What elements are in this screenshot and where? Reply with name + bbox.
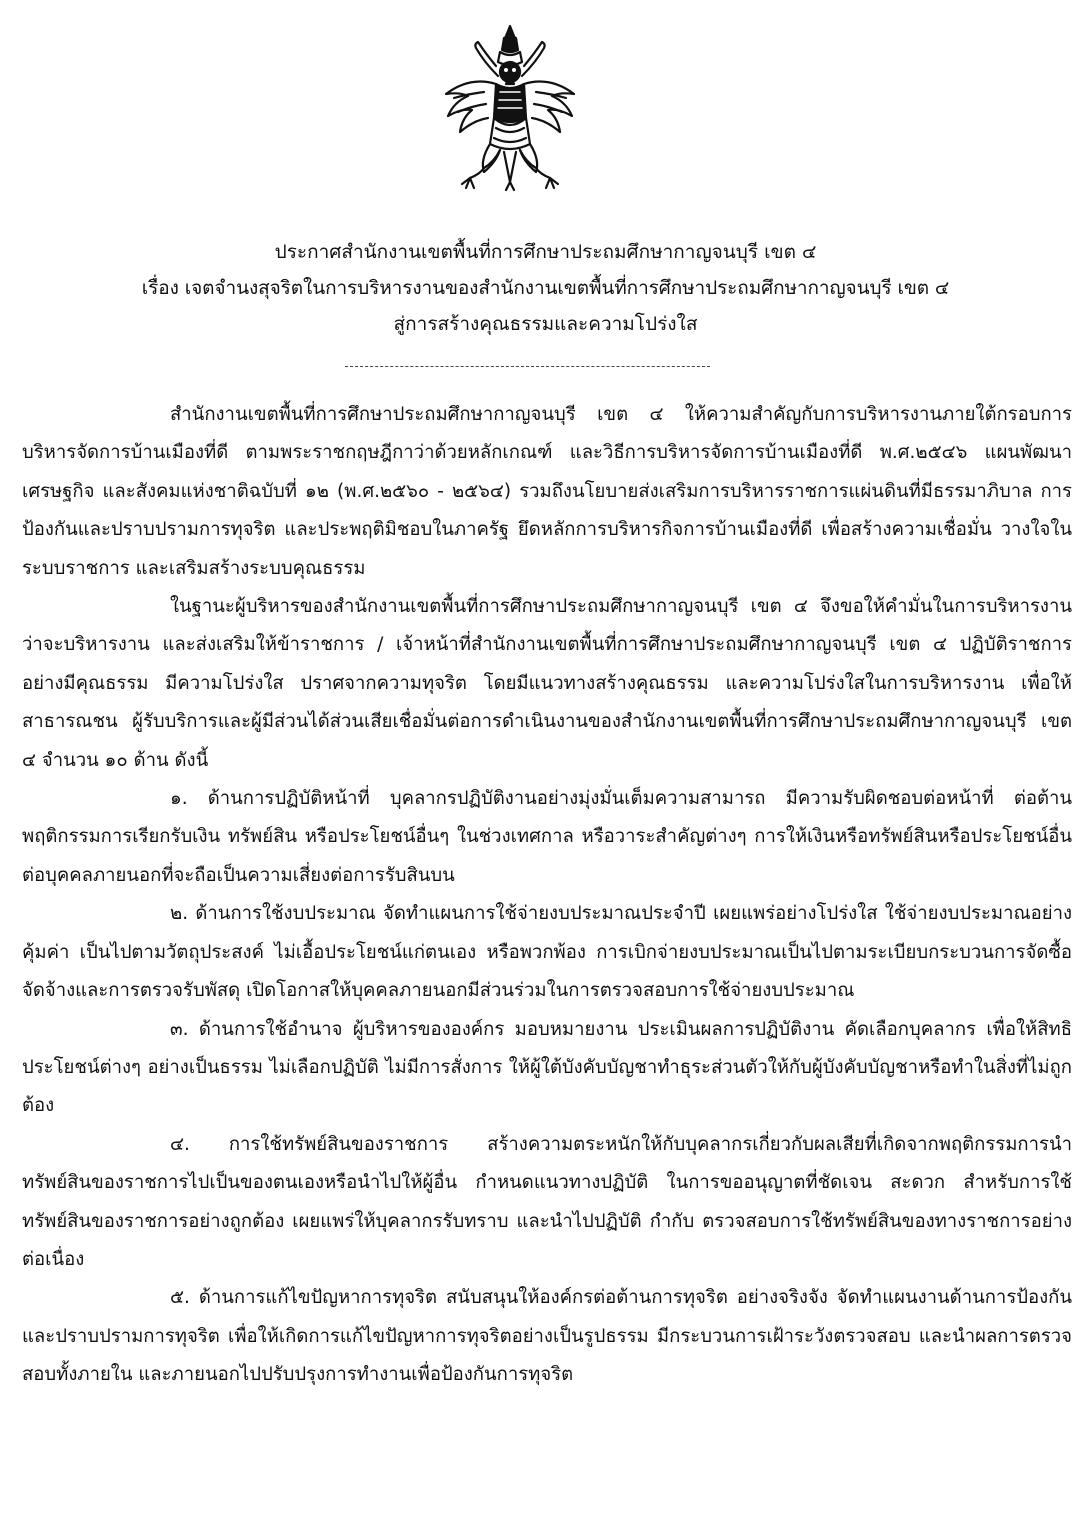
paragraph-commitment: ในฐานะผู้บริหารของสำนักงานเขตพื้นที่การศึกษาประถมศึกษากาญจนบุรี เขต ๔ จึงขอให้คำมั่นในการบริหารงานว่าจะบริหารงาน และส่งเสริมให้ข้าราชการ / เจ้าหน้าที่สำนักงานเขตพื้นที่การศึกษาประถมศึกษากาญจนบุรี เขต ๔ ปฏิบัติราชการอย่างมีคุณธรรม มีความโปร่งใส ปราศจากความทุจริต โดยมีแนวทางสร้างคุณธรรม และความโปร่งใสในการบริหารงาน เพื่อให้สาธารณชน ผู้รับบริการและผู้มีส่วนได้ส่วนเสียเชื่อมั่นต่อการดำเนินงานของสำนักงานเขตพื้นที่การศึกษาประถมศึกษากาญจนบุรี เขต ๔ จำนวน ๑๐ ด้าน ดังนี้ [22,596,1072,771]
paragraph-item-1: ๑. ด้านการปฏิบัติหน้าที่ บุคลากรปฏิบัติงานอย่างมุ่งมั่นเต็มความสามารถ มีความรับผิดชอบต่อหน้าที่ ต่อต้านพฤติกรรมการเรียกรับเงิน ทรัพย์สิน หรือประโยชน์อื่นๆ ในช่วงเทศกาล หรือวาระสำคัญต่างๆ การให้เงินหรือทรัพย์สินหรือประโยชน์อื่นต่อบุคคลภายนอกที่จะถือเป็นความเสี่ยงต่อการรับสินบน [22,788,1072,886]
header-separator [345,366,710,367]
announcement-header [0,234,1091,342]
paragraph-item-2: ๒. ด้านการใช้งบประมาณ จัดทำแผนการใช้จ่ายงบประมาณประจำปี เผยแพร่อย่างโปร่งใส ใช้จ่ายงบประมาณอย่างคุ้มค่า เป็นไปตามวัตถุประสงค์ ไม่เอื้อประโยชน์แก่ตนเอง หรือพวกพ้อง การเบิกจ่ายงบประมาณเป็นไปตามระเบียบกระบวนการจัดซื้อ จัดจ้างและการตรวจรับพัสดุ เปิดโอกาสให้บุคคลภายนอกมีส่วนร่วมในการตรวจสอบการใช้จ่ายงบประมาณ [22,903,1072,1002]
paragraph-item-4: ๔. การใช้ทรัพย์สินของราชการ สร้างความตระหนักให้กับบุคลากรเกี่ยวกับผลเสียที่เกิดจากพฤติกรรมการนำทรัพย์สินของราชการไปเป็นของตนเองหรือนำไปให้ผู้อื่น กำหนดแนวทางปฏิบัติ ในการขออนุญาตที่ชัดเจน สะดวก สำหรับการใช้ทรัพย์สินของราชการอย่างถูกต้อง เผยแพร่ให้บุคลากรรับทราบ และนำไปปฏิบัติ กำกับ ตรวจสอบการใช้ทรัพย์สินของทางราชการอย่างต่อเนื่อง [22,1133,1072,1270]
paragraph-item-3: ๓. ด้านการใช้อำนาจ ผู้บริหารขององค์กร มอบหมายงาน ประเมินผลการปฏิบัติงาน คัดเลือกบุคลากร เพื่อให้สิทธิประโยชน์ต่างๆ อย่างเป็นธรรม ไม่เลือกปฏิบัติ ไม่มีการสั่งการ ให้ผู้ใต้บังคับบัญชาทำธุระส่วนตัวให้กับผู้บังคับบัญชาหรือทำในสิ่งที่ไม่ถูกต้อง [22,1018,1072,1117]
announcement-subject: เรื่อง เจตจำนงสุจริตในการบริหารงานของสำนักงานเขตพื้นที่การศึกษาประถมศึกษากาญจนบุรี เขต ๔ [141,277,950,299]
announcement-issuer: ประกาศสำนักงานเขตพื้นที่การศึกษาประถมศึกษากาญจนบุรี เขต ๔ [274,241,817,263]
announcement-subtitle: สู่การสร้างคุณธรรมและความโปร่งใส [393,313,698,335]
paragraph-item-5: ๕. ด้านการแก้ไขปัญหาการทุจริต สนับสนุนให้องค์กรต่อต้านการทุจริต อย่างจริงจัง จัดทำแผนงานด้านการป้องกันและปราบปรามการทุจริต เพื่อให้เกิดการแก้ไขปัญหาการทุจริตอย่างเป็นรูปธรรม มีกระบวนการเฝ้าระวังตรวจสอบ และนำผลการตรวจสอบทั้งภายใน และภายนอกไปปรับปรุงการทำงานเพื่อป้องกันการทุจริต [22,1287,1072,1386]
garuda-emblem-icon [440,22,580,192]
announcement-body [22,396,1072,1395]
paragraph-intro: สำนักงานเขตพื้นที่การศึกษาประถมศึกษากาญจนบุรี เขต ๔ ให้ความสำคัญกับการบริหารงานภายใต้กรอบการบริหารจัดการบ้านเมืองที่ดี ตามพระราชกฤษฎีกาว่าด้วยหลักเกณฑ์ และวิธีการบริหารจัดการบ้านเมืองที่ดี พ.ศ.๒๕๔๖ แผนพัฒนาเศรษฐกิจ และสังคมแห่งชาติฉบับที่ ๑๒ (พ.ศ.๒๕๖๐ - ๒๕๖๔) รวมถึงนโยบายส่งเสริมการบริหารราชการแผ่นดินที่มีธรรมาภิบาล การป้องกันและปราบปรามการทุจริต และประพฤติมิชอบในภาครัฐ ยึดหลักการบริหารกิจการบ้านเมืองที่ดี เพื่อสร้างความเชื่อมั่น วางใจในระบบราชการ และเสริมสร้างระบบคุณธรรม [22,404,1072,579]
